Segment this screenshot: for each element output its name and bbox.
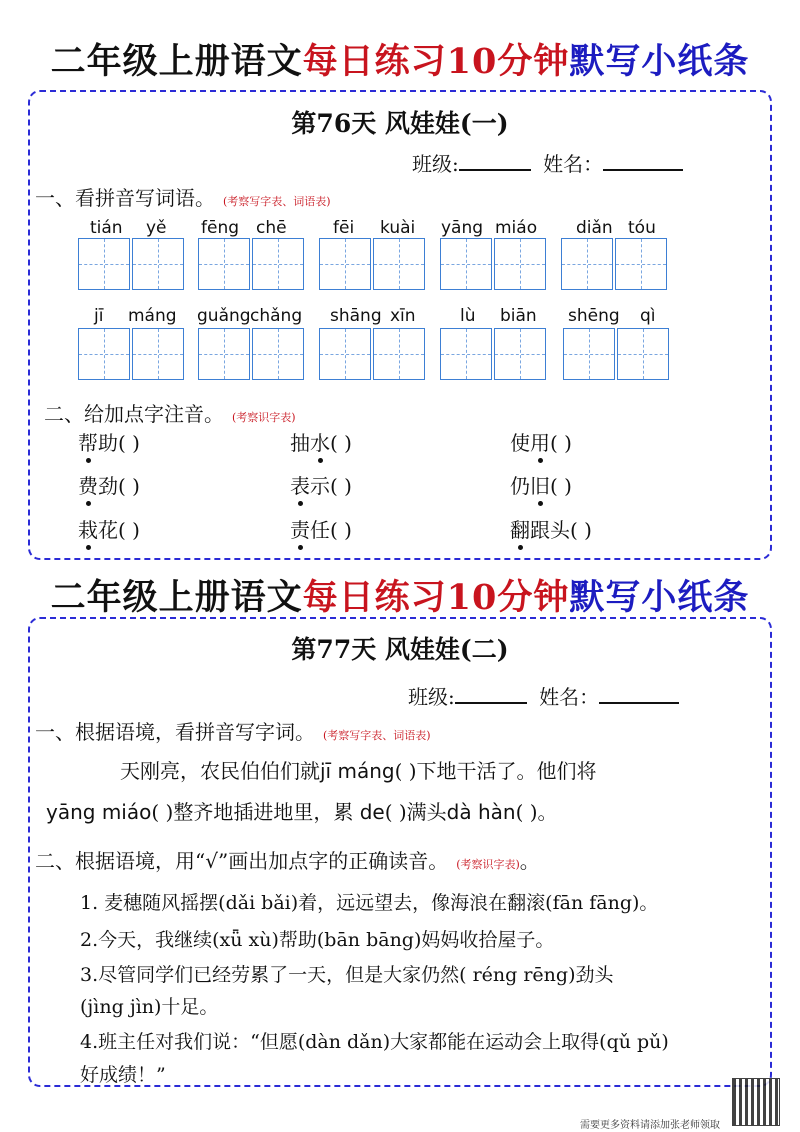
pinyin: diǎn (576, 218, 613, 238)
section-note: (考察写字表、词语表) (223, 195, 331, 208)
pinyin: xīn (390, 306, 416, 326)
pinyin: guǎng (197, 306, 251, 326)
class-blank[interactable] (459, 151, 531, 171)
pinyin: yāng (441, 218, 484, 238)
annotation-item: 仍旧( ) (510, 474, 572, 498)
writing-cell[interactable] (132, 238, 184, 290)
writing-cell[interactable] (319, 328, 371, 380)
section-note: (考察写字表、词语表) (323, 729, 431, 742)
pinyin: chē (256, 218, 287, 238)
page-header-2 (0, 570, 800, 620)
annotation-item: 帮助( ) (78, 431, 140, 455)
name-blank[interactable] (599, 684, 679, 704)
writing-cell[interactable] (252, 238, 304, 290)
pinyin: jī (94, 306, 104, 326)
writing-cell[interactable] (132, 328, 184, 380)
annotation-item: 抽水( ) (290, 431, 352, 455)
writing-cell[interactable] (440, 238, 492, 290)
pinyin: máng (128, 306, 177, 326)
section-note: (考察识字表) (232, 411, 296, 424)
section-title: 一、看拼音写词语。 (35, 186, 215, 210)
writing-cell[interactable] (615, 238, 667, 290)
annotation-item: 翻跟头( ) (510, 518, 592, 542)
day77-section-2-heading: 二、根据语境，用“√”画出加点字的正确读音。 (考察识字表)。 (35, 849, 540, 873)
pinyin: shāng (330, 306, 382, 326)
day76-student-info (412, 148, 683, 177)
writing-cell[interactable] (561, 238, 613, 290)
name-blank[interactable] (603, 151, 683, 171)
question-3-line-1: 3.尽管同学们已经劳累了一天，但是大家仍然( réng rēng)劲头 (80, 964, 614, 986)
pinyin: chǎng (250, 306, 303, 326)
writing-cell[interactable] (440, 328, 492, 380)
class-label: 班级: (408, 685, 455, 709)
day77-title: 第77天 风娃娃(二) (291, 635, 509, 664)
pinyin: kuài (380, 218, 416, 238)
header-part-3: 默写小纸条 (569, 577, 750, 618)
context-paragraph-line-2: yāng miáo( )整齐地插进地里，累 de( )满头dà hàn( )。 (46, 800, 558, 824)
context-paragraph-line-1: 天刚亮，农民伯伯们就jī máng( )下地干活了。他们将 (120, 759, 597, 783)
question-2: 2.今天，我继续(xǖ xù)帮助(bān bāng)妈妈收拾屋子。 (80, 929, 555, 951)
pinyin: shēng (568, 306, 620, 326)
header-part-1: 二年级上册语文 (50, 577, 303, 618)
header-part-2: 每日练习10分钟 (302, 41, 570, 82)
name-label: 姓名： (543, 152, 604, 176)
writing-cell[interactable] (494, 328, 546, 380)
pinyin: qì (640, 306, 656, 326)
annotation-item: 使用( ) (510, 431, 572, 455)
header-part-1: 二年级上册语文 (50, 41, 303, 82)
writing-cell[interactable] (319, 238, 371, 290)
qr-code-icon (732, 1078, 780, 1126)
writing-cell[interactable] (494, 238, 546, 290)
header-part-2: 每日练习10分钟 (302, 577, 570, 618)
pinyin: miáo (495, 218, 538, 238)
writing-cell[interactable] (252, 328, 304, 380)
writing-cell[interactable] (373, 238, 425, 290)
writing-cell[interactable] (373, 328, 425, 380)
section-title: 一、根据语境，看拼音写字词。 (35, 720, 315, 744)
footer-note: 需要更多资料请添加张老师领取 (580, 1120, 720, 1131)
pinyin: lù (460, 306, 476, 326)
section-title: 二、根据语境，用“√”画出加点字的正确读音。 (35, 849, 449, 873)
name-label: 姓名： (539, 685, 600, 709)
day76-title: 第76天 风娃娃(一) (291, 109, 509, 138)
writing-cell[interactable] (198, 328, 250, 380)
annotation-item: 责任( ) (290, 518, 352, 542)
writing-cell[interactable] (563, 328, 615, 380)
day77-section-1-heading (35, 716, 431, 745)
writing-cell[interactable] (617, 328, 669, 380)
annotation-item: 费劲( ) (78, 474, 140, 498)
question-1: 1. 麦穗随风摇摆(dǎi bǎi)着，远远望去，像海浪在翻滚(fān fāng)。 (80, 892, 659, 914)
question-4-line-2: 好成绩！” (80, 1064, 166, 1086)
writing-cell[interactable] (198, 238, 250, 290)
pinyin: tóu (628, 218, 656, 238)
writing-cell[interactable] (78, 238, 130, 290)
pinyin: fēi (333, 218, 355, 238)
class-blank[interactable] (455, 684, 527, 704)
header-part-3: 默写小纸条 (569, 41, 750, 82)
annotation-item: 表示( ) (290, 474, 352, 498)
day77-student-info (408, 681, 679, 710)
pinyin: biān (500, 306, 537, 326)
question-3-line-2: (jìng jìn)十足。 (80, 996, 219, 1018)
pinyin: fēng (201, 218, 240, 238)
section-title: 二、给加点字注音。 (44, 402, 224, 426)
pinyin: yě (146, 218, 167, 238)
page-header-1 (0, 34, 800, 84)
day76-section-1-heading (35, 182, 331, 211)
pinyin: tián (90, 218, 123, 238)
question-4-line-1: 4.班主任对我们说：“但愿(dàn dǎn)大家都能在运动会上取得(qǔ pǔ) (80, 1031, 669, 1053)
section-note: (考察识字表) (456, 858, 520, 871)
writing-cell[interactable] (78, 328, 130, 380)
day76-section-2-heading (44, 398, 296, 427)
class-label: 班级: (412, 152, 459, 176)
annotation-item: 栽花( ) (78, 518, 140, 542)
